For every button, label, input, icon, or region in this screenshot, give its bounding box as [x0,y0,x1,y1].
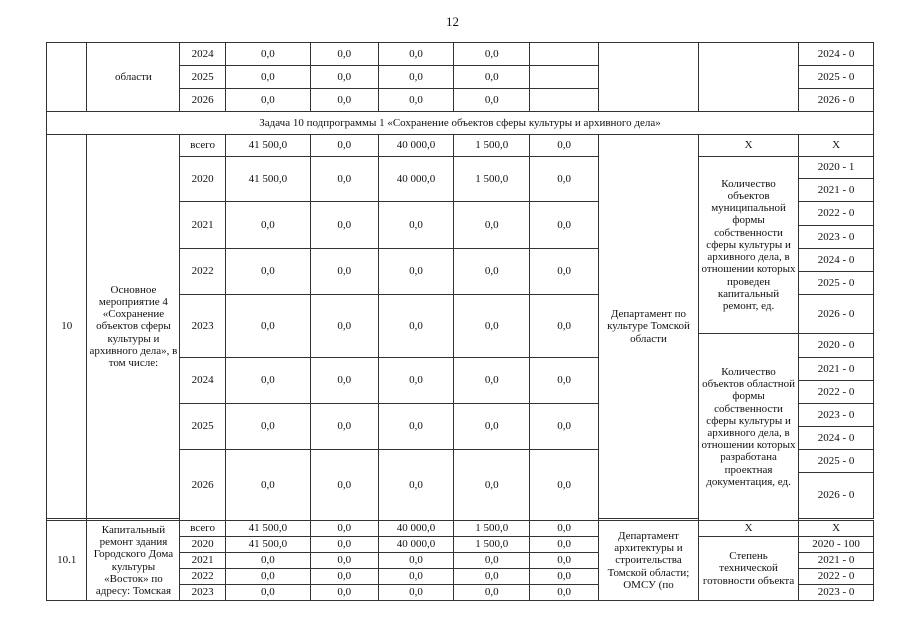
indicator-value-cell: 2023 - 0 [799,585,874,601]
table-row [47,43,874,66]
value-cell: 41 500,0 [225,135,310,157]
value-cell: 0,0 [454,202,530,249]
indicator-value-cell: 2022 - 0 [799,381,874,404]
value-cell: 0,0 [530,358,599,404]
value-cell: 0,0 [378,404,454,450]
value-cell: 0,0 [454,585,530,601]
num-cell [47,43,87,112]
indicator-value-cell: 2021 - 0 [799,553,874,569]
indicator-value-cell: X [799,521,874,537]
value-cell: 0,0 [310,569,378,585]
value-cell: 0,0 [225,553,310,569]
indicator-value-cell: 2020 - 0 [799,334,874,358]
value-cell: 0,0 [530,135,599,157]
year-cell: 2020 [180,157,225,202]
value-cell: 0,0 [530,404,599,450]
value-cell: 0,0 [378,553,454,569]
value-cell: 0,0 [530,521,599,537]
value-cell: 0,0 [454,66,530,89]
year-cell: 2022 [180,249,225,295]
year-cell: 2025 [180,404,225,450]
value-cell: 0,0 [530,553,599,569]
value-cell: 0,0 [310,249,378,295]
indicator-value-cell: 2025 - 0 [799,272,874,295]
name-cell: области [87,43,180,112]
value-cell: 1 500,0 [454,157,530,202]
value-cell: 0,0 [530,585,599,601]
value-cell: 0,0 [225,450,310,521]
value-cell: 0,0 [225,358,310,404]
indicator-value-cell: 2021 - 0 [799,358,874,381]
indicator-value-cell: 2026 - 0 [799,473,874,519]
value-cell: 1 500,0 [454,135,530,157]
executor-cell: Департамент архитектуры и строительства Томской области; ОМСУ (по [598,521,698,601]
indicator-value-cell: 2022 - 0 [799,569,874,585]
table-row [47,521,874,537]
task-title: Задача 10 подпрограммы 1 «Сохранение объектов сферы культуры и архивного дела» [47,112,874,135]
value-cell: 0,0 [454,358,530,404]
value-cell: 0,0 [454,43,530,66]
executor-cell: Департамент по культуре Томской области [598,135,698,519]
indicator-value-cell: 2026 - 0 [799,89,874,112]
indicator-value-cell: 2020 - 100 [799,537,874,553]
value-cell: 0,0 [454,249,530,295]
value-cell: 0,0 [310,295,378,358]
value-cell: 0,0 [378,66,454,89]
value-cell: 0,0 [378,202,454,249]
indicator-value-cell: 2020 - 1 [799,157,874,179]
indicator-cell: Количество объектов областной формы собственности сферы культуры и архивного дела, в отношении которых разработана проектная документация, ед. [699,334,799,521]
year-cell: 2024 [180,43,225,66]
year-cell: всего [180,521,225,537]
value-cell: 0,0 [225,89,310,112]
value-cell: 0,0 [310,202,378,249]
value-cell: 0,0 [530,537,599,553]
value-cell: 0,0 [530,450,599,521]
task-row [47,112,874,135]
executor-cell [598,43,698,112]
indicator-value-cell: 2022 - 0 [799,202,874,226]
indicator-cell: X [699,521,799,537]
value-cell: 0,0 [530,157,599,202]
value-cell: 40 000,0 [378,157,454,202]
value-cell: 0,0 [454,404,530,450]
program-table [46,42,874,601]
indicator-value-cell: 2021 - 0 [799,179,874,202]
value-cell: 0,0 [378,249,454,295]
indicator-value-cell: 2024 - 0 [799,427,874,450]
value-cell: 0,0 [310,358,378,404]
value-cell: 0,0 [310,157,378,202]
year-cell: всего [180,135,225,157]
value-cell: 0,0 [454,553,530,569]
value-cell: 0,0 [310,537,378,553]
year-cell: 2023 [180,295,225,358]
value-cell: 1 500,0 [454,521,530,537]
value-cell: 0,0 [530,569,599,585]
indicator-value-cell: 2026 - 0 [799,295,874,334]
value-cell: 41 500,0 [225,157,310,202]
value-cell: 0,0 [225,202,310,249]
year-cell: 2026 [180,450,225,521]
table-row [47,135,874,157]
value-cell: 41 500,0 [225,537,310,553]
value-cell: 0,0 [378,295,454,358]
year-cell: 2023 [180,585,225,601]
year-cell: 2025 [180,66,225,89]
value-cell: 0,0 [225,585,310,601]
value-cell: 0,0 [530,295,599,358]
value-cell: 0,0 [310,43,378,66]
num-cell: 10 [47,135,87,519]
value-cell: 0,0 [225,295,310,358]
indicator-value-cell: 2023 - 0 [799,226,874,249]
value-cell: 0,0 [454,295,530,358]
value-cell: 0,0 [378,89,454,112]
value-cell: 40 000,0 [378,135,454,157]
value-cell: 0,0 [454,569,530,585]
value-cell: 0,0 [225,43,310,66]
indicator-value-cell: 2025 - 0 [799,66,874,89]
value-cell: 0,0 [310,553,378,569]
value-cell [530,89,599,112]
indicator-cell: Степень технической готовности объекта [699,537,799,601]
value-cell: 0,0 [378,585,454,601]
value-cell [530,43,599,66]
value-cell: 0,0 [454,89,530,112]
value-cell: 0,0 [225,249,310,295]
value-cell: 0,0 [530,202,599,249]
indicator-value-cell: 2023 - 0 [799,404,874,427]
value-cell: 0,0 [378,358,454,404]
name-cell: Капитальный ремонт здания Городского Дома культуры «Восток» по адресу: Томская [87,521,180,601]
value-cell: 0,0 [378,569,454,585]
value-cell: 0,0 [310,135,378,157]
value-cell: 0,0 [310,450,378,521]
value-cell: 0,0 [378,43,454,66]
value-cell: 0,0 [225,404,310,450]
year-cell: 2020 [180,537,225,553]
value-cell: 0,0 [310,404,378,450]
indicator-value-cell: 2024 - 0 [799,43,874,66]
value-cell: 0,0 [378,450,454,521]
value-cell: 1 500,0 [454,537,530,553]
name-cell: Основное мероприятие 4 «Сохранение объектов сферы культуры и архивного дела», в том числе: [87,135,180,519]
value-cell: 40 000,0 [378,537,454,553]
num-cell: 10.1 [47,521,87,601]
value-cell [530,66,599,89]
indicator-cell [699,43,799,112]
value-cell: 0,0 [310,89,378,112]
value-cell: 0,0 [310,66,378,89]
year-cell: 2026 [180,89,225,112]
year-cell: 2024 [180,358,225,404]
indicator-value-cell: 2024 - 0 [799,249,874,272]
indicator-cell: Количество объектов муниципальной формы собственности сферы культуры и архивного дела, в отношении которых проведен капитальный ремонт, ед. [699,157,799,334]
year-cell: 2021 [180,553,225,569]
indicator-value-cell: 2025 - 0 [799,450,874,473]
value-cell: 41 500,0 [225,521,310,537]
value-cell: 0,0 [225,569,310,585]
value-cell: 40 000,0 [378,521,454,537]
year-cell: 2022 [180,569,225,585]
value-cell: 0,0 [225,66,310,89]
page-number: 12 [446,14,459,29]
value-cell: 0,0 [530,249,599,295]
indicator-value-cell: X [799,135,874,157]
value-cell: 0,0 [310,585,378,601]
indicator-cell: X [699,135,799,157]
year-cell: 2021 [180,202,225,249]
value-cell: 0,0 [454,450,530,521]
value-cell: 0,0 [310,521,378,537]
